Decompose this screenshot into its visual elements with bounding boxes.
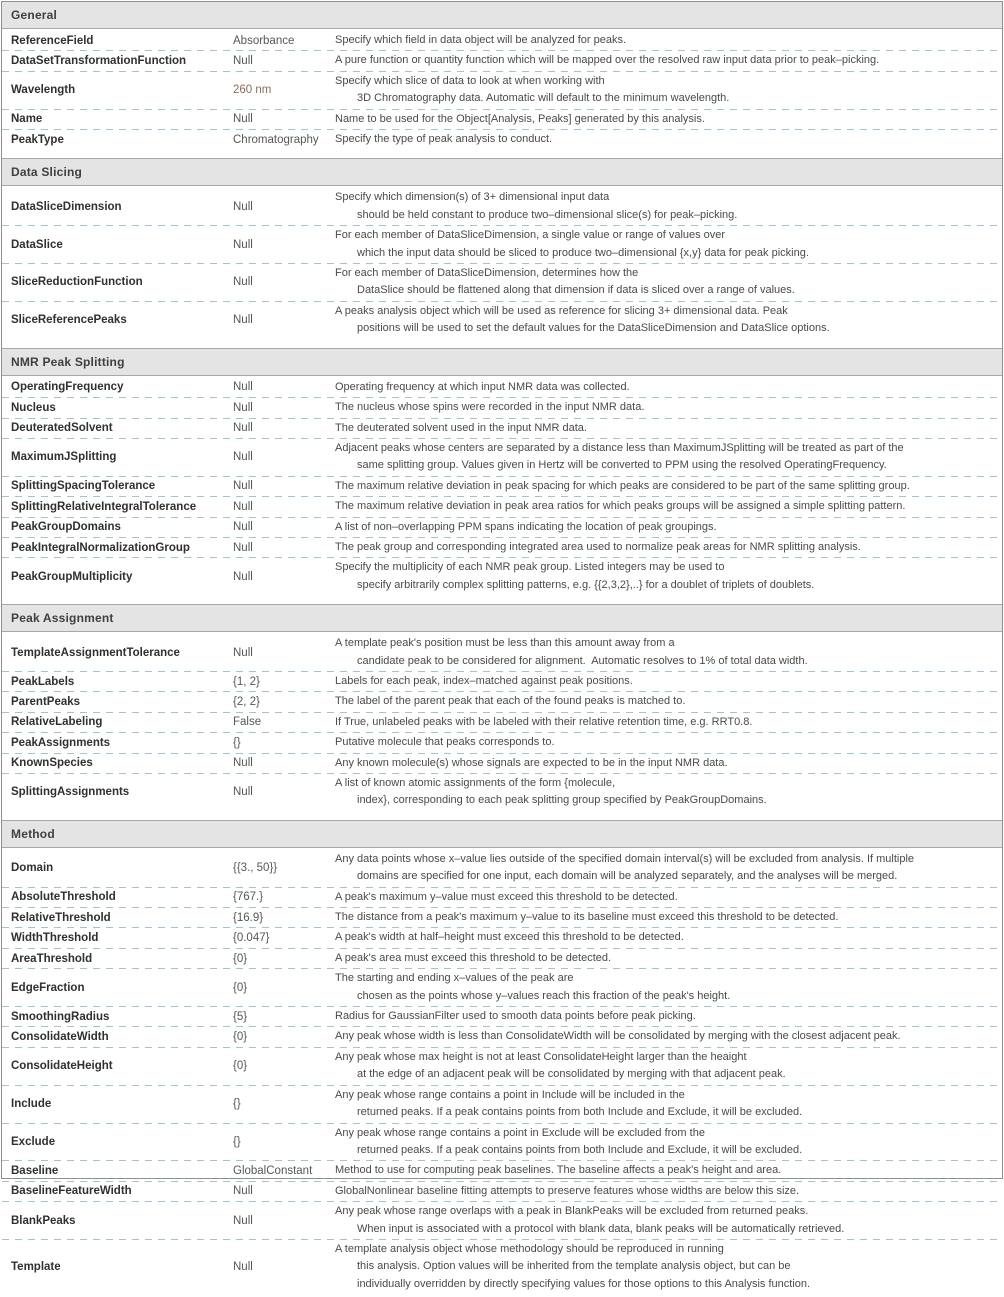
- options-table: [1, 1, 1003, 1290]
- option-value: {767.}: [233, 891, 264, 904]
- section-rows: [2, 376, 1002, 598]
- description-line: Any peak whose range overlaps with a peak in BlankPeaks will be excluded from returned peaks.: [335, 1205, 809, 1218]
- option-description: [335, 1241, 994, 1293]
- section-title: Peak Assignment: [11, 611, 114, 626]
- option-value: {0}: [233, 952, 248, 965]
- options-section: [2, 2, 1002, 152]
- description-line: Specify the type of peak analysis to conduct.: [335, 133, 553, 146]
- option-row: [2, 558, 1002, 596]
- description-line: If True, unlabeled peaks with be labeled with their relative retention time, e.g. RRT0.8.: [335, 715, 753, 728]
- description-line: Specify which field in data object will be analyzed for peaks.: [335, 34, 627, 46]
- option-value: Null: [233, 521, 253, 534]
- option-name: Template: [11, 1261, 61, 1274]
- option-value: Null: [233, 314, 253, 327]
- options-section: [2, 158, 1002, 341]
- option-row: [2, 477, 1002, 497]
- option-name: AreaThreshold: [11, 952, 93, 965]
- option-description: [335, 539, 994, 556]
- option-name: DataSlice: [11, 238, 63, 251]
- option-name: PeakIntegralNormalizationGroup: [11, 541, 190, 554]
- option-description: [335, 693, 994, 710]
- description-line: The maximum relative deviation in peak spacing for which peaks are considered to be part of the same splitting group.: [335, 479, 910, 492]
- option-name: ConsolidateWidth: [11, 1031, 109, 1044]
- description-line: individually overridden by directly specifying values for those options to this Analysis function.: [357, 1277, 811, 1290]
- option-row: [2, 754, 1002, 774]
- option-name: OperatingFrequency: [11, 381, 124, 394]
- option-description: [335, 929, 994, 946]
- option-value: Null: [233, 55, 253, 68]
- option-name: PeakGroupMultiplicity: [11, 570, 133, 583]
- option-description: [335, 673, 994, 690]
- description-line: GlobalNonlinear baseline fitting attempts to preserve features whose widths are below this size.: [335, 1184, 800, 1197]
- description-line: at the edge of an adjacent peak will be consolidated by merging with that adjacent peak.: [357, 1068, 786, 1081]
- description-line: positions will be used to set the default values for the DataSliceDimension and DataSlice options.: [357, 322, 830, 335]
- description-line: should be held constant to produce two–dimensional slice(s) for peak–picking.: [357, 208, 738, 221]
- option-name: SliceReferencePeaks: [11, 314, 127, 327]
- description-line: A list of known atomic assignments of the form {molecule,: [335, 777, 616, 789]
- option-description: [335, 889, 994, 906]
- option-row: [2, 1086, 1002, 1124]
- option-row: [2, 969, 1002, 1007]
- section-title: NMR Peak Splitting: [11, 354, 125, 369]
- option-row: [2, 1240, 1002, 1295]
- option-value: {2, 2}: [233, 696, 260, 709]
- description-line: Any peak whose range contains a point in Exclude will be excluded from the: [335, 1126, 705, 1139]
- option-row: [2, 497, 1002, 517]
- section-rows: [2, 29, 1002, 152]
- option-value: Null: [233, 500, 253, 513]
- option-description: [335, 399, 994, 416]
- option-value: {}: [233, 736, 241, 749]
- option-value: False: [233, 716, 262, 729]
- description-line: A pure function or quantity function which will be mapped over the resolved raw input data prior to peak–picking.: [335, 54, 880, 67]
- option-row: [2, 110, 1002, 130]
- option-row: [2, 888, 1002, 908]
- description-line: Labels for each peak, index–matched against peak positions.: [335, 674, 633, 687]
- option-name: Baseline: [11, 1165, 59, 1178]
- option-value: Chromatography: [233, 133, 319, 146]
- option-description: [335, 189, 994, 224]
- option-description: [335, 265, 994, 300]
- description-line: domains are specified for one input, each domain will be analyzed separately, and the analyses will be merged.: [357, 870, 898, 883]
- description-line: Specify the multiplicity of each NMR peak group. Listed integers may be used to: [335, 561, 725, 574]
- option-value: Null: [233, 401, 253, 414]
- option-value: {0}: [233, 1060, 248, 1073]
- option-value: Null: [233, 451, 253, 464]
- description-line: A peaks analysis object which will be used as reference for slicing 3+ dimensional data. Peak: [335, 304, 788, 317]
- option-row: [2, 928, 1002, 948]
- description-line: A template analysis object whose methodology should be reproduced in running: [335, 1242, 724, 1255]
- description-line: which the input data should be sliced to produce two–dimensional {x,y} data for peak picking.: [357, 246, 809, 259]
- option-row: [2, 774, 1002, 812]
- option-row: [2, 398, 1002, 418]
- description-line: specify arbitrarily complex splitting patterns, e.g. {{2,3,2},..} for a doublet of triplets of doublets.: [357, 578, 815, 591]
- option-description: [335, 1183, 994, 1200]
- option-row: [2, 226, 1002, 264]
- option-name: TemplateAssignmentTolerance: [11, 646, 180, 659]
- option-row: [2, 439, 1002, 477]
- description-line: For each member of DataSliceDimension, determines how the: [335, 267, 639, 280]
- option-row: [2, 51, 1002, 71]
- option-name: Include: [11, 1098, 52, 1111]
- option-description: [335, 478, 994, 495]
- option-description: [335, 635, 994, 670]
- option-value: {0}: [233, 981, 248, 994]
- option-row: [2, 672, 1002, 692]
- option-row: [2, 908, 1002, 928]
- option-row: [2, 1202, 1002, 1240]
- option-name: PeakAssignments: [11, 736, 111, 749]
- option-description: [335, 851, 994, 886]
- section-header: [2, 348, 1002, 376]
- option-name: Name: [11, 113, 43, 126]
- option-description: [335, 227, 994, 262]
- option-row: [2, 1007, 1002, 1027]
- section-rows: [2, 186, 1002, 341]
- option-value: {5}: [233, 1010, 248, 1023]
- option-description: [335, 734, 994, 751]
- description-line: returned peaks. If a peak contains points from both Include and Exclude, it will be excluded.: [357, 1143, 803, 1156]
- option-row: [2, 518, 1002, 538]
- options-section: [2, 820, 1002, 1297]
- option-row: [2, 1124, 1002, 1162]
- option-name: PeakType: [11, 133, 64, 146]
- option-row: [2, 1027, 1002, 1047]
- options-section: [2, 604, 1002, 814]
- section-title: Method: [11, 826, 55, 841]
- option-name: SplittingSpacingTolerance: [11, 480, 156, 493]
- option-name: KnownSpecies: [11, 757, 93, 770]
- section-title: General: [11, 8, 58, 22]
- option-description: [335, 1049, 994, 1084]
- option-row: [2, 188, 1002, 226]
- option-name: EdgeFraction: [11, 981, 85, 994]
- option-description: [335, 303, 994, 338]
- description-line: The distance from a peak's maximum y–value to its baseline must exceed this threshold to be detected.: [335, 911, 839, 924]
- option-name: Exclude: [11, 1135, 56, 1148]
- description-line: Specify which slice of data to look at when working with: [335, 74, 605, 87]
- option-row: [2, 302, 1002, 340]
- option-description: [335, 1028, 994, 1045]
- option-description: [335, 1125, 994, 1160]
- section-header: [2, 158, 1002, 186]
- option-name: Domain: [11, 862, 54, 875]
- option-name: DataSetTransformationFunction: [11, 55, 187, 68]
- option-value: Null: [233, 1261, 253, 1274]
- option-name: DeuteratedSolvent: [11, 422, 113, 435]
- option-description: [335, 73, 994, 108]
- option-description: [335, 950, 994, 967]
- option-description: [335, 379, 994, 396]
- description-line: A template peak's position must be less than this amount away from a: [335, 637, 675, 650]
- option-description: [335, 970, 994, 1005]
- option-row: [2, 713, 1002, 733]
- option-value: GlobalConstant: [233, 1165, 313, 1178]
- option-value: {0}: [233, 1031, 248, 1044]
- option-value: Null: [233, 757, 253, 770]
- description-line: Operating frequency at which input NMR data was collected.: [335, 380, 630, 393]
- description-line: Any known molecule(s) whose signals are expected to be in the input NMR data.: [335, 756, 728, 769]
- option-row: [2, 634, 1002, 672]
- option-name: MaximumJSplitting: [11, 451, 117, 464]
- option-description: [335, 559, 994, 594]
- option-value: Null: [233, 113, 253, 126]
- option-name: PeakLabels: [11, 675, 75, 688]
- option-value: 260 nm: [233, 84, 272, 97]
- option-value: {{3., 50}}: [233, 862, 278, 875]
- description-line: A peak's width at half–height must exceed this threshold to be detected.: [335, 931, 684, 944]
- description-line: Any peak whose max height is not at least ConsolidateHeight larger than the heaight: [335, 1050, 747, 1063]
- description-line: DataSlice should be flattened along that dimension if data is sliced over a range of values.: [357, 284, 795, 297]
- option-value: Null: [233, 786, 253, 799]
- option-value: Null: [233, 276, 253, 289]
- option-value: Absorbance: [233, 34, 295, 47]
- option-name: ConsolidateHeight: [11, 1060, 113, 1073]
- option-row: [2, 538, 1002, 558]
- option-row: [2, 264, 1002, 302]
- option-description: [335, 440, 994, 475]
- description-line: returned peaks. If a peak contains points from both Include and Exclude, it will be excluded.: [357, 1106, 803, 1119]
- option-row: [2, 1161, 1002, 1181]
- description-line: this analysis. Option values will be inherited from the template analysis object, but can be: [357, 1260, 791, 1273]
- option-description: [335, 1203, 994, 1238]
- description-line: Adjacent peaks whose centers are separated by a distance less than MaximumJSplitting will be treated as part of the: [335, 441, 904, 454]
- section-header: [2, 2, 1002, 29]
- option-name: BaselineFeatureWidth: [11, 1185, 132, 1198]
- option-name: Wavelength: [11, 84, 76, 97]
- option-row: [2, 130, 1002, 150]
- description-line: A peak's area must exceed this threshold to be detected.: [335, 951, 612, 964]
- option-name: SliceReductionFunction: [11, 276, 143, 289]
- section-title: Data Slicing: [11, 165, 83, 180]
- description-line: chosen as the points whose y–values reach this fraction of the peak's height.: [357, 989, 731, 1002]
- option-value: {}: [233, 1098, 241, 1111]
- option-name: RelativeThreshold: [11, 911, 111, 924]
- option-name: DataSliceDimension: [11, 200, 122, 213]
- description-line: Any peak whose width is less than ConsolidateWidth will be consolidated by merging with the closest adjacent peak.: [335, 1030, 901, 1043]
- section-header: [2, 820, 1002, 848]
- option-name: SplittingRelativeIntegralTolerance: [11, 500, 197, 513]
- description-line: The deuterated solvent used in the input NMR data.: [335, 421, 587, 434]
- option-row: [2, 949, 1002, 969]
- option-row: [2, 1048, 1002, 1086]
- description-line: Any data points whose x–value lies outside of the specified domain interval(s) will be excluded from analysis. If multiple: [335, 852, 915, 865]
- option-description: [335, 519, 994, 536]
- option-row: [2, 1182, 1002, 1202]
- description-line: Method to use for computing peak baselines. The baseline affects a peak's height and area.: [335, 1164, 782, 1177]
- option-description: [335, 52, 994, 69]
- option-name: PeakGroupDomains: [11, 521, 121, 534]
- option-value: {0.047}: [233, 932, 270, 945]
- description-line: The peak group and corresponding integrated area used to normalize peak areas for NMR splitting analysis.: [335, 540, 861, 553]
- option-value: {}: [233, 1135, 241, 1148]
- description-line: When input is associated with a protocol with blank data, blank peaks will be automatically retrieved.: [357, 1222, 845, 1235]
- section-rows: [2, 848, 1002, 1297]
- description-line: A list of non–overlapping PPM spans indicating the location of peak groupings.: [335, 520, 717, 533]
- option-value: {16.9}: [233, 911, 264, 924]
- description-line: same splitting group. Values given in Hertz will be converted to PPM using the resolved OperatingFrequency.: [357, 459, 887, 472]
- description-line: Putative molecule that peaks corresponds to.: [335, 736, 555, 749]
- option-description: [335, 498, 994, 515]
- option-name: WidthThreshold: [11, 932, 99, 945]
- section-header: [2, 604, 1002, 632]
- description-line: index}, corresponding to each peak splitting group specified by PeakGroupDomains.: [357, 794, 767, 807]
- option-value: Null: [233, 238, 253, 251]
- description-line: The nucleus whose spins were recorded in the input NMR data.: [335, 401, 645, 414]
- option-row: [2, 378, 1002, 398]
- description-line: Any peak whose range contains a point in Include will be included in the: [335, 1088, 685, 1101]
- option-name: ReferenceField: [11, 34, 94, 47]
- section-rows: [2, 632, 1002, 814]
- option-description: [335, 1087, 994, 1122]
- option-description: [335, 775, 994, 810]
- option-row: [2, 419, 1002, 439]
- description-line: candidate peak to be considered for alignment. Automatic resolves to 1% of total data width.: [357, 654, 808, 667]
- option-description: [335, 1162, 994, 1179]
- option-row: [2, 72, 1002, 110]
- option-row: [2, 31, 1002, 51]
- option-description: [335, 131, 994, 148]
- description-line: For each member of DataSliceDimension, a single value or range of values over: [335, 229, 726, 242]
- option-name: Nucleus: [11, 401, 56, 414]
- description-line: The label of the parent peak that each of the found peaks is matched to.: [335, 695, 686, 708]
- description-line: Name to be used for the Object[Analysis, Peaks] generated by this analysis.: [335, 112, 705, 125]
- options-section: [2, 348, 1002, 598]
- description-line: The starting and ending x–values of the peak are: [335, 972, 574, 985]
- option-value: Null: [233, 422, 253, 435]
- option-value: Null: [233, 200, 253, 213]
- option-row: [2, 850, 1002, 888]
- option-description: [335, 420, 994, 437]
- option-value: Null: [233, 480, 253, 493]
- option-value: Null: [233, 646, 253, 659]
- option-description: [335, 32, 994, 49]
- option-description: [335, 111, 994, 128]
- description-line: Specify which dimension(s) of 3+ dimensional input data: [335, 191, 610, 204]
- option-row: [2, 733, 1002, 753]
- option-value: {1, 2}: [233, 675, 260, 688]
- option-name: SplittingAssignments: [11, 786, 130, 799]
- option-name: SmoothingRadius: [11, 1010, 110, 1023]
- description-line: A peak's maximum y–value must exceed this threshold to be detected.: [335, 890, 678, 903]
- description-line: The maximum relative deviation in peak area ratios for which peaks groups will be assigned a simple splitting pattern.: [335, 500, 906, 513]
- option-row: [2, 692, 1002, 712]
- option-value: Null: [233, 541, 253, 554]
- option-value: Null: [233, 381, 253, 394]
- option-name: AbsoluteThreshold: [11, 891, 116, 904]
- description-line: 3D Chromatography data. Automatic will default to the minimum wavelength.: [357, 92, 730, 105]
- option-value: Null: [233, 1185, 253, 1198]
- option-description: [335, 714, 994, 731]
- option-name: RelativeLabeling: [11, 716, 103, 729]
- option-description: [335, 1008, 994, 1025]
- option-description: [335, 909, 994, 926]
- option-value: Null: [233, 570, 253, 583]
- option-value: Null: [233, 1214, 253, 1227]
- option-name: BlankPeaks: [11, 1214, 76, 1227]
- description-line: Radius for GaussianFilter used to smooth data points before peak picking.: [335, 1010, 696, 1023]
- option-description: [335, 755, 994, 772]
- option-name: ParentPeaks: [11, 696, 81, 709]
